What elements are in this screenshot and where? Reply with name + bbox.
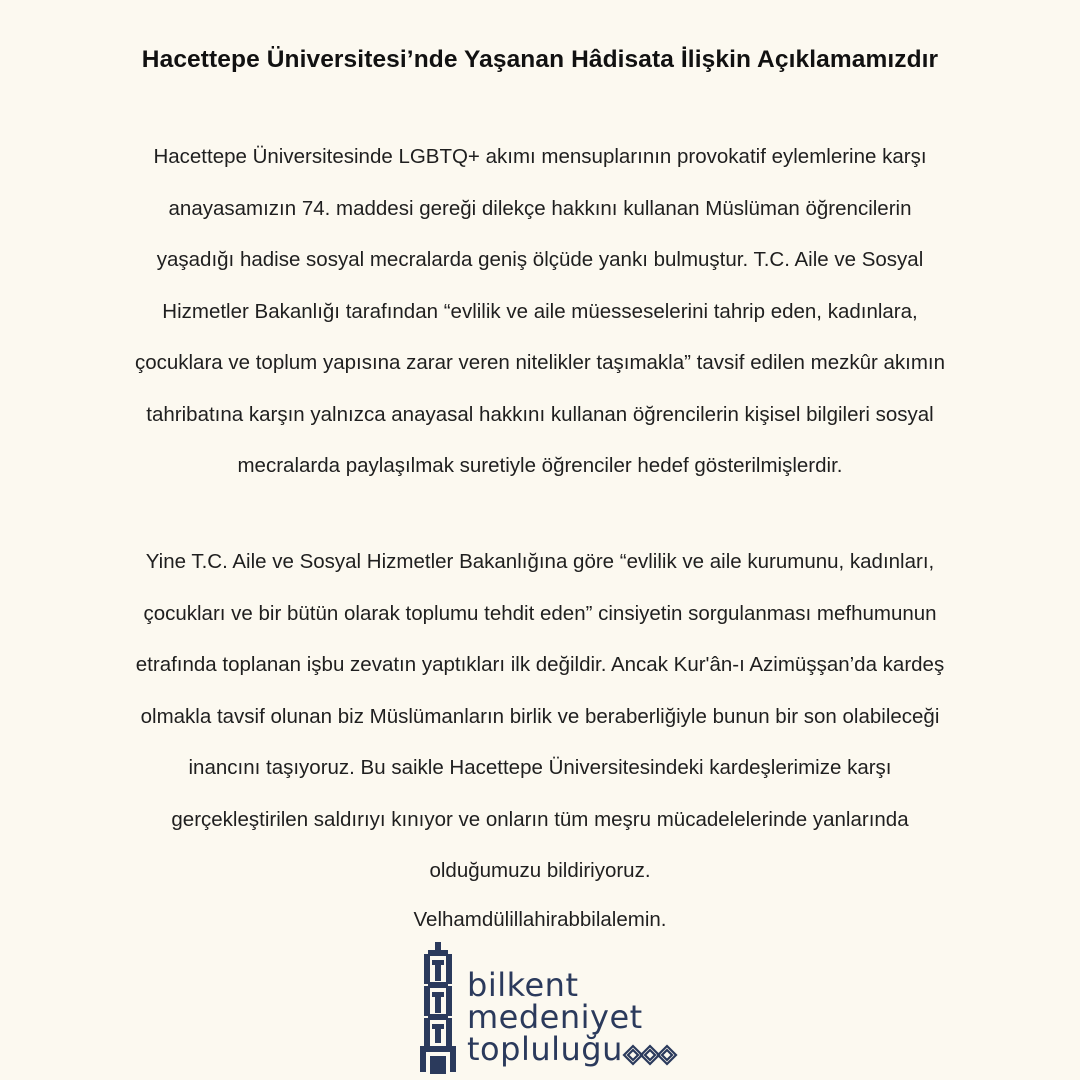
paragraph-line: etrafında toplanan işbu zevatın yaptıkları ilk değildir. Ancak Kur'ân-ı Azimüşşan’da kardeş	[135, 653, 945, 676]
paragraph-line: gerçekleştirilen saldırıyı kınıyor ve onların tüm meşru mücadelelerinde yanlarında	[171, 807, 909, 831]
diamond-knot-ornament-icon	[622, 1042, 678, 1068]
logo-text-line: topluluğu	[467, 1030, 623, 1068]
paragraph-line: mecralarda paylaşılmak suretiyle öğrenciler hedef gösterilmişlerdir.	[237, 454, 843, 477]
logo-text-line: medeniyet	[467, 998, 643, 1036]
paragraph-line: çocuklara ve toplum yapısına zarar veren nitelikler taşımakla” tavsif edilen mezkûr akımın	[134, 351, 946, 374]
paragraph-line: anayasamızın 74. maddesi gereği dilekçe hakkını kullanan Müslüman öğrencilerin	[168, 196, 912, 220]
statement-paragraph-1	[30, 131, 1050, 492]
page-title: Hacettepe Üniversitesi’nde Yaşanan Hâdisata İlişkin Açıklamamızdır	[141, 46, 939, 74]
paragraph-line: olmakla tavsif olunan biz Müslümanların birlik ve beraberliğiyle bunun bir son olabileceği	[140, 704, 940, 728]
paragraph-line: Hacettepe Üniversitesinde LGBTQ+ akımı mensuplarının provokatif eylemlerine karşı	[153, 145, 927, 168]
paragraph-line: çocukları ve bir bütün olarak toplumu tehdit eden” cinsiyetin sorgulanması mefhumunun	[143, 601, 937, 625]
logo-text-line: bilkent	[467, 966, 579, 1004]
paragraph-line: Yine T.C. Aile ve Sosyal Hizmetler Bakanlığına göre “evlilik ve aile kurumunu, kadınları,	[145, 550, 935, 573]
paragraph-line: inancını taşıyoruz. Bu saikle Hacettepe Üniversitesindeki kardeşlerimize karşı	[188, 756, 892, 779]
paragraph-line: yaşadığı hadise sosyal mecralarda geniş ölçüde yankı bulmuştur. T.C. Aile ve Sosyal	[156, 248, 924, 271]
paragraph-line: Hizmetler Bakanlığı tarafından “evlilik ve aile müesseselerini tahrip eden, kadınlara,	[162, 299, 918, 323]
paragraph-line: tahribatına karşın yalnızca anayasal hakkını kullanan öğrencilerin kişisel bilgileri sosyal	[146, 402, 934, 426]
statement-paragraph-2	[30, 536, 1050, 897]
paragraph-line: olduğumuzu bildiriyoruz.	[429, 859, 651, 882]
closing-line: Velhamdülillahirabbilalemin.	[413, 908, 667, 931]
calligraphy-tower-icon	[418, 942, 458, 1074]
organization-logo	[415, 940, 685, 1075]
